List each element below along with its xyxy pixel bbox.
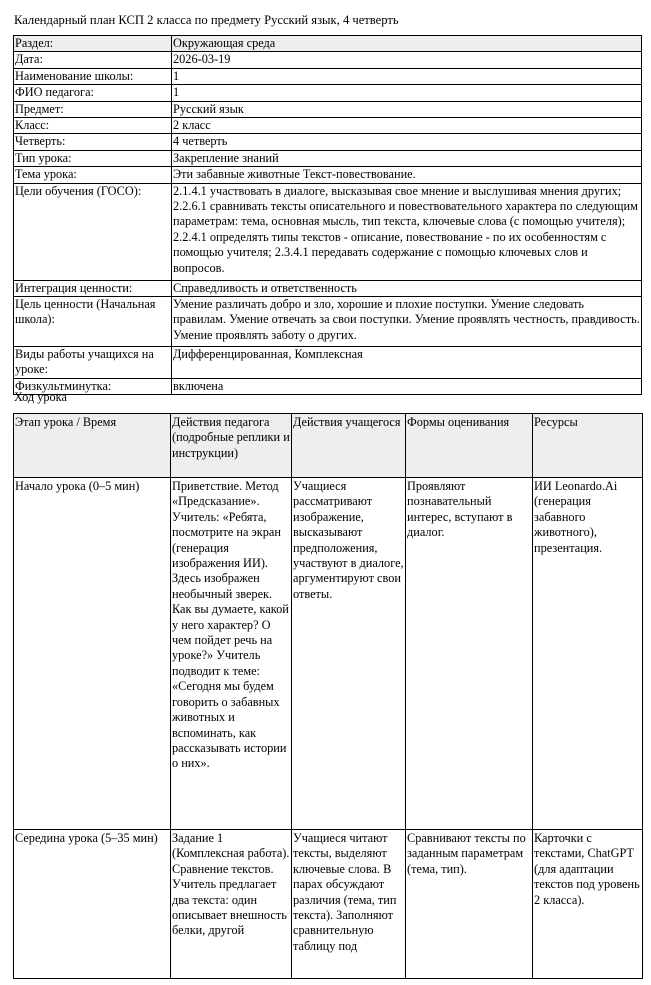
info-row [14,85,642,101]
lesson-flow-table [13,413,643,979]
lesson-info-table [13,35,642,395]
info-row [14,379,642,395]
lesson-table-header [14,414,643,478]
teacher-actions-cell: Приветствие. Метод «Предсказание». Учитель: «Ребята, посмотрите на экран (генерация изображения ИИ). Здесь изображен необычный зверек. Как вы думаете, какой у него характер? О чем пойдет речь на уроке?» Учитель подводит к теме: «Сегодня мы будем говорить о забавных животных и вспоминать, как рассказывать истории о них». [171,478,292,830]
info-label: Предмет: [14,101,172,117]
student-actions-cell: Учащиеся читают тексты, выделяют ключевые слова. В парах обсуждают различия (тема, тип текста). Заполняют сравнительную таблицу под [292,830,406,979]
info-value: 1 [172,85,642,101]
table-row [14,478,643,830]
assessment-cell: Сравнивают тексты по заданным параметрам (тема, тип). [406,830,533,979]
info-label: Цели обучения (ГОСО): [14,183,172,280]
info-label: Тип урока: [14,150,172,166]
header-assessment: Формы оценивания [406,414,533,478]
info-row [14,101,642,117]
resources-cell: Карточки с текстами, ChatGPT (для адаптации текстов под уровень 2 класса). [533,830,643,979]
info-row [14,150,642,166]
info-value: 2 класс [172,118,642,134]
assessment-cell: Проявляют познавательный интерес, вступают в диалог. [406,478,533,830]
info-value: Умение различать добро и зло, хорошие и плохие поступки. Умение следовать правилам. Умение отвечать за свои поступки. Умение проявлять честность, правдивость. Умение проявлять заботу о других. [172,297,642,347]
info-value: включена [172,379,642,395]
info-value: 2.1.4.1 участвовать в диалоге, высказывая свое мнение и выслушивая мнения других; 2.2.6.1 сравнивать тексты описательного и повествовательного характера по следующим параметрам: тема, основная мысль, тип текста, ключевые слова (с помощью учителя); 2.2.4.1 определять типы текстов - описание, повествование - по их особенностям с помощью учителя; 2.3.4.1 передавать содержание с помощью ключевых слов и вопросов. [172,183,642,280]
info-row [14,68,642,84]
info-row [14,36,642,52]
info-row [14,280,642,296]
info-label: Дата: [14,52,172,68]
info-value: 1 [172,68,642,84]
info-label: Раздел: [14,36,172,52]
teacher-actions-cell: Задание 1 (Комплексная работа). Сравнение текстов. Учитель предлагает два текста: один описывает внешность белки, другой [171,830,292,979]
info-label: Виды работы учащихся на уроке: [14,347,172,379]
header-student-actions: Действия учащегося [292,414,406,478]
info-value: Закрепление знаний [172,150,642,166]
info-label: Наименование школы: [14,68,172,84]
stage-cell: Начало урока (0–5 мин) [14,478,171,830]
student-actions-cell: Учащиеся рассматривают изображение, высказывают предположения, участвуют в диалоге, аргументируют свои ответы. [292,478,406,830]
resources-cell: ИИ Leonardo.Ai (генерация забавного животного), презентация. [533,478,643,830]
info-value: 2026-03-19 [172,52,642,68]
header-teacher-actions: Действия педагога (подробные реплики и инструкции) [171,414,292,478]
info-row [14,297,642,347]
info-label: Физкультминутка: [14,379,172,395]
info-row [14,167,642,183]
header-stage: Этап урока / Время [14,414,171,478]
info-row [14,134,642,150]
info-value: Дифференцированная, Комплексная [172,347,642,379]
info-label: ФИО педагога: [14,85,172,101]
info-value: Эти забавные животные Текст-повествование. [172,167,642,183]
header-resources: Ресурсы [533,414,643,478]
info-row [14,183,642,280]
stage-cell: Середина урока (5–35 мин) [14,830,171,979]
info-label: Класс: [14,118,172,134]
info-row [14,52,642,68]
info-label: Четверть: [14,134,172,150]
info-value: 4 четверть [172,134,642,150]
info-row [14,118,642,134]
info-row [14,347,642,379]
lesson-flow-title: Ход урока [14,390,67,404]
table-row [14,830,643,979]
info-label: Тема урока: [14,167,172,183]
info-label: Цель ценности (Начальная школа): [14,297,172,347]
info-value: Справедливость и ответственность [172,280,642,296]
info-value: Русский язык [172,101,642,117]
page-title: Календарный план КСП 2 класса по предмету Русский язык, 4 четверть [14,13,399,27]
info-label: Интеграция ценности: [14,280,172,296]
info-value: Окружающая среда [172,36,642,52]
